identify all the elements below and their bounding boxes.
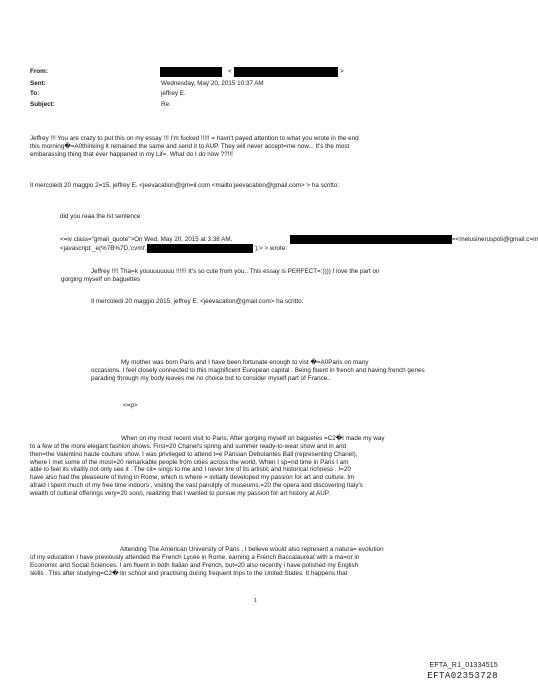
text-line: able to feel its vitality not only see it . The cit= sings to me and I never tire of its artistic and historical richness . I=20 (30, 466, 351, 474)
from-gt: > (340, 68, 344, 75)
text-line: wealth of cultural offerings very=20 soon, realizing that I wanted to pursue my passion for art history at AUP. (30, 490, 330, 498)
essay-paragraph-3 (30, 546, 384, 577)
from-lt: < (228, 68, 232, 75)
text-line: afraid i spent much of my free time indoors , visiting the vast panolply of museums.=20 the opera and discovering Italy's (30, 482, 363, 490)
text-line: have also had the pleaseure of living in Rome, which is where = initially developed my passion for art and culture. Im (30, 474, 355, 482)
text-line: skills . This after studying=C2� lin school and practising during frequent trips to the United States. It happens that (30, 569, 348, 577)
quote-header-2a: <=iv class="gmail_quote">On Wed, May 20, 2015 at 3:38 AM, (60, 236, 233, 243)
quote-header-2b: <javascript:_e(%7B%7D,'cvml', (60, 245, 147, 252)
from-label: From: (30, 68, 48, 75)
text-line: to a few of the more elegant fashion shows. First=20 Chanel's spring and summer ready-to-wear show and in and (30, 442, 347, 450)
text-line: When on my most recent visit to Paris, After gorging myself on baguetes =C2�I made my way (121, 435, 385, 442)
quote-header-2b-tail: ');> > wrote: (254, 245, 288, 252)
text-line: occasions. I feel closely connected to this magnificent European capital . Being fluent in french and having french genes (91, 366, 425, 374)
text-line: Economic and Social Sciences. I am fluent in both Italian and French, but=20 also recently i have polished my English (30, 561, 359, 569)
redaction-email-1 (290, 235, 452, 244)
sent-value: Wednesday, May 20, 2015 10:37 AM (161, 80, 264, 87)
redaction-sender-name (160, 67, 222, 77)
text-line: Jeffrey !!! You are crazy to put this on my essay !!! I'm fucked !!!!! = havn't payed attention to what you wrote in the end (30, 135, 359, 142)
html-fragment: <=p> (123, 402, 138, 409)
essay-paragraph-1 (91, 359, 425, 383)
text-line: parading through my body leaves me no choice but to consider myself part of France.. (91, 374, 331, 382)
essay-paragraph-2 (30, 435, 385, 498)
to-value: jeffrey E. (161, 90, 186, 97)
text-line: Jeffrey !!!! Tha=k youuuuuuuu !!!!!! It's so cute from you.. This essay is PERFECT=:)))) I love the part on (91, 268, 380, 275)
text-line: this morning�=A0thinking it remained the same and send it to AUP. They will never accept=me now... It's the most (30, 142, 350, 150)
quoted-reply-2 (61, 268, 380, 284)
text-line: then=the Valentino haute couture show. I was privileged to attend t=e Parisian Debutantes Ball (representing Chanel), (30, 450, 358, 458)
sent-label: Sent: (30, 80, 46, 87)
subject-label: Subject: (30, 101, 55, 108)
quoted-reply-1: did you reaa the lst sentence (60, 213, 141, 220)
page-number: 1 (254, 598, 258, 604)
quote-header-2a-email: =<melusineruspoli@gmail.c=m (452, 236, 538, 243)
quote-header-1: Il mercoledi 20 maggio 2=15, jeffrey E. <jeevacation@gm=il.com <mailto:jeevacation@gmail.com> > ha scritto: (30, 182, 340, 189)
subject-value: Re: (161, 101, 171, 108)
text-line: where I met some of the most=20 remarkable people from cities across the world. When I sp=nd time in Paris I am (30, 458, 349, 466)
text-line: embarassing thing that ever happened in my Lif=. What do I do now ??!!! (30, 150, 233, 158)
to-label: To: (30, 90, 40, 97)
text-line: Attending The American University of Paris , I believe would also represent a natura= evolution (120, 546, 384, 553)
quote-header-3: Il mercoledi 20 maggio 2015, jeffrey E. <jeevacation@gmail.com> ha scritto: (91, 298, 304, 305)
redaction-sender-email (234, 67, 338, 77)
footer-reference-2: EFTA02353728 (427, 671, 498, 681)
text-line: gorging myself on baguettes (61, 275, 141, 283)
text-line: My mother was born Paris and I have been fortunate enough to vist �=A0Paris on many (121, 359, 369, 366)
message-paragraph-1 (30, 135, 359, 159)
redaction-email-2 (147, 244, 253, 253)
footer-reference-1: EFTA_R1_01334515 (429, 662, 498, 669)
text-line: of my education I have previously attended the French Lycée in Rome, earning a French Baccalauréat with a ma=or in (30, 553, 360, 561)
